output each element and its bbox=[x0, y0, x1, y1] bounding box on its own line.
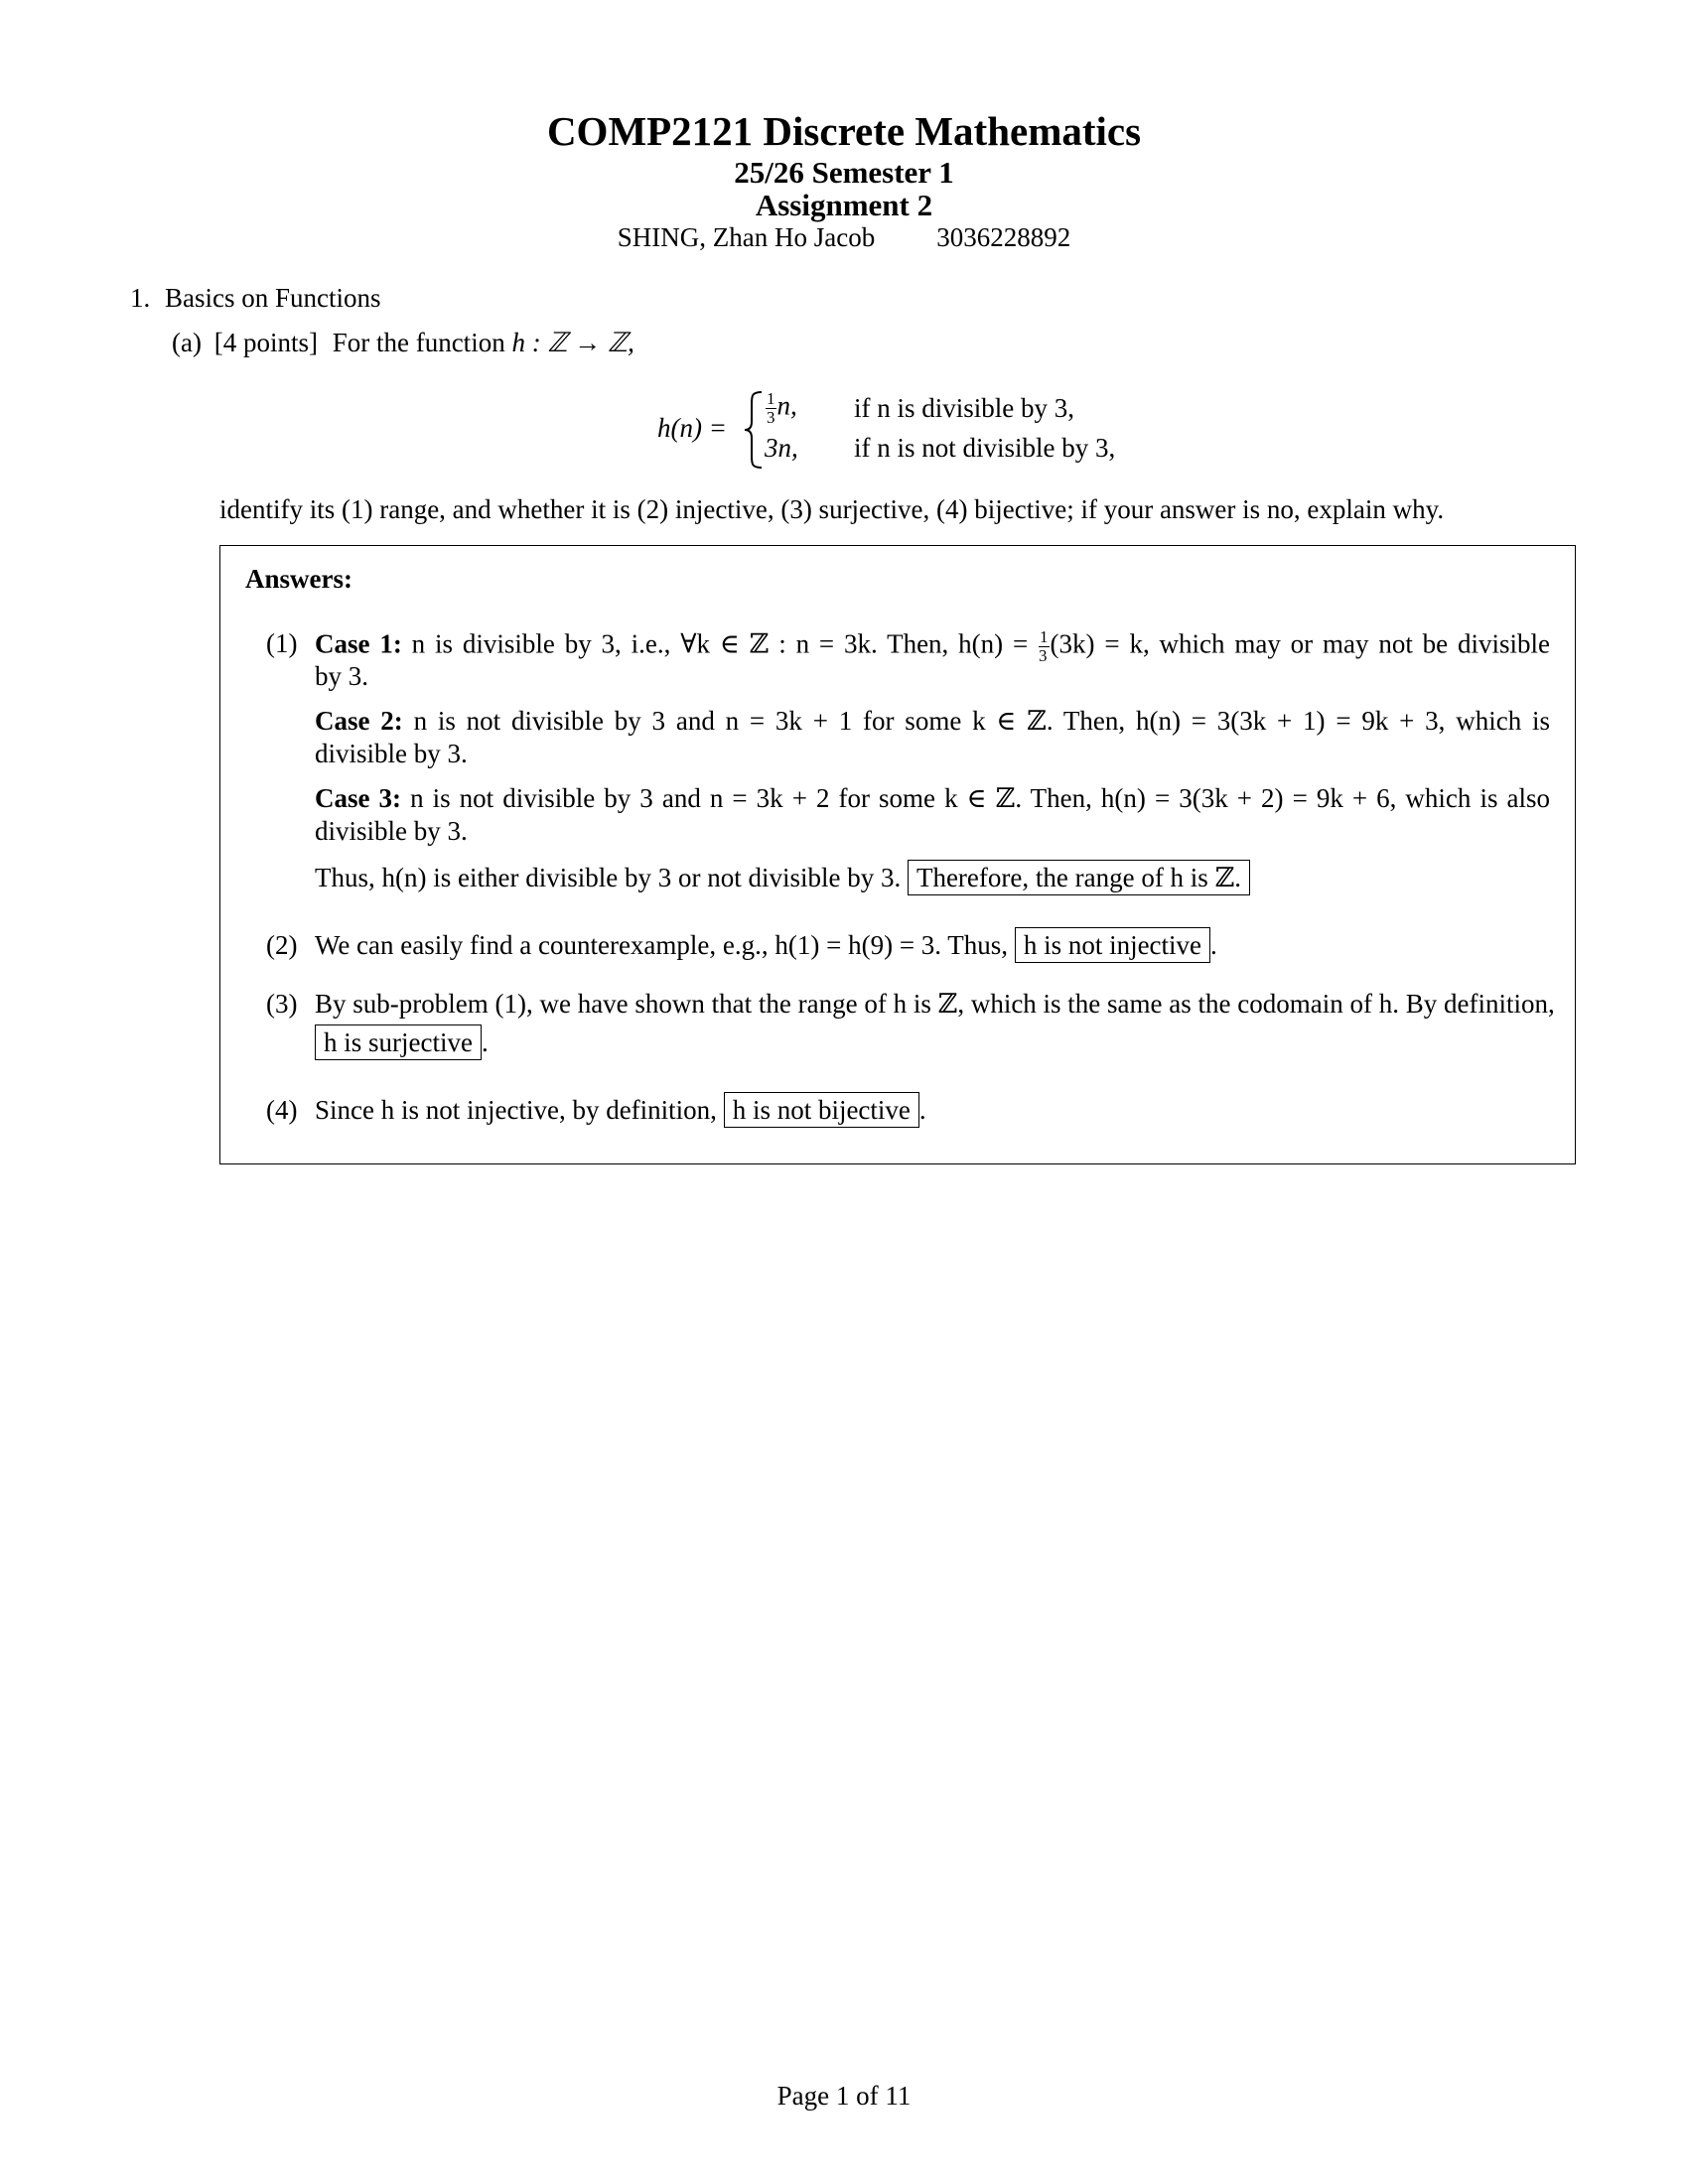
case1-answer-fraction: $\frac{1}{3}$ bbox=[1039, 627, 1049, 665]
case1-fraction: $\frac{1}{3}$ bbox=[767, 389, 775, 427]
question-heading bbox=[130, 283, 381, 314]
assignment-title: Assignment 2 bbox=[755, 188, 933, 222]
function-signature: h : ℤ → ℤ, bbox=[511, 328, 634, 357]
semester: 25/26 Semester 1 bbox=[734, 155, 954, 190]
answers-heading: Answers: bbox=[245, 564, 352, 594]
answer-1-case2: Case 2: n is not divisible by 3 and n = 3k + 1 for some k ∈ ℤ. Then, h(n) = 3(3k + 1) = 9k + 3, which is bbox=[315, 706, 1550, 736]
instruction: identify its (1) range, and whether it is (2) injective, (3) surjective, (4) bijective; if your answer is no, explain why. bbox=[219, 494, 1445, 524]
answer-2-number: (2) bbox=[266, 930, 298, 960]
piecewise-case1-expr: $\frac{1}{3}$ n, bbox=[767, 389, 797, 427]
surjective-boxed: h is surjective bbox=[315, 1024, 482, 1060]
answer-4-text: Since h is not injective, by definition, h is not bijective . bbox=[315, 1095, 926, 1126]
author-line bbox=[0, 222, 1688, 253]
bijective-boxed: h is not bijective bbox=[724, 1092, 919, 1128]
student-name: SHING, Zhan Ho Jacob bbox=[617, 222, 876, 252]
piecewise-case2-cond: if n is not divisible by 3, bbox=[854, 433, 1116, 463]
piecewise-case1-cond: if n is divisible by 3, bbox=[854, 393, 1074, 423]
answer-3-conclusion: h is surjective . bbox=[315, 1027, 489, 1058]
piecewise-case2-expr: 3n, bbox=[765, 433, 798, 463]
page-number: Page 1 of 11 bbox=[776, 2081, 912, 2111]
answer-1-case3: Case 3: n is not divisible by 3 and n = 3k + 2 for some k ∈ ℤ. Then, h(n) = 3(3k + 2) = 9k + 6, which is also bbox=[315, 783, 1551, 813]
answer-4-number: (4) bbox=[266, 1095, 298, 1125]
part-a-heading bbox=[172, 328, 634, 358]
range-boxed: Therefore, the range of h is ℤ. bbox=[908, 860, 1250, 895]
answer-1-case3-cont: divisible by 3. bbox=[315, 816, 468, 846]
student-id: 3036228892 bbox=[936, 222, 1071, 252]
answer-1-case1-cont: by 3. bbox=[315, 661, 368, 691]
piecewise-lhs: h(n) = bbox=[657, 413, 727, 443]
answer-1-case1: Case 1: n is divisible by 3, i.e., ∀k ∈ ℤ : n = 3k. Then, h(n) = $\frac{1}{3}$ (3k) = k, which may or may not be divisible bbox=[315, 627, 1551, 665]
answer-3-text: By sub-problem (1), we have shown that the range of h is ℤ, which is the same as the codomain of h. By definition, bbox=[315, 989, 1555, 1019]
part-intro: For the function bbox=[332, 328, 505, 357]
answer-3-number: (3) bbox=[266, 989, 298, 1019]
injective-boxed: h is not injective bbox=[1015, 927, 1210, 963]
answer-1-number: (1) bbox=[266, 628, 298, 658]
answer-1-conclusion: Thus, h(n) is either divisible by 3 or not divisible by 3. Therefore, the range of h is ℤ. bbox=[315, 863, 1250, 893]
course-title: COMP2121 Discrete Mathematics bbox=[546, 108, 1142, 154]
points: [4 points] bbox=[213, 328, 318, 357]
answer-2-text: We can easily find a counterexample, e.g., h(1) = h(9) = 3. Thus, h is not injective . bbox=[315, 930, 1217, 961]
question-number: 1. bbox=[130, 283, 151, 313]
answer-1-case2-cont: divisible by 3. bbox=[315, 739, 468, 768]
left-brace-icon bbox=[742, 390, 766, 470]
question-title: Basics on Functions bbox=[165, 283, 381, 313]
part-label: (a) bbox=[172, 328, 202, 357]
